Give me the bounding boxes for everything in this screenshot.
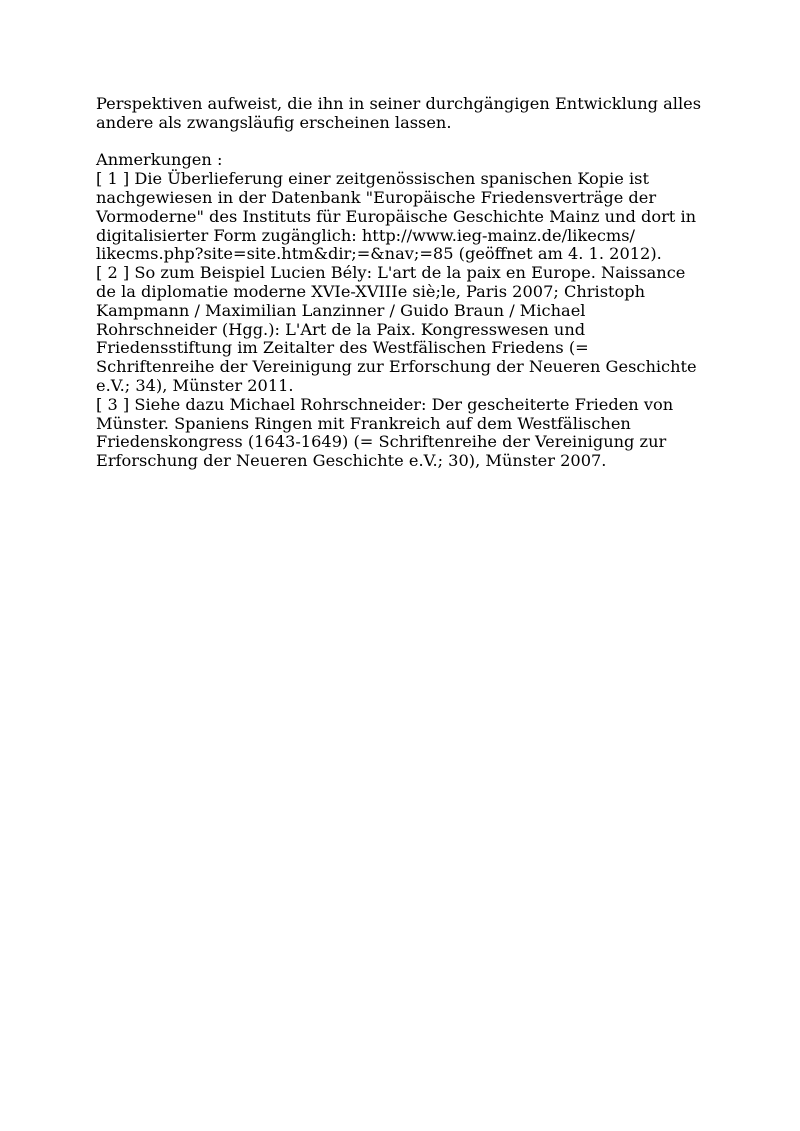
footnote-line: Schriftenreihe der Vereinigung zur Erforschung der Neueren Geschichte [96,357,697,377]
intro-paragraph [96,95,716,133]
footnote-line: Friedensstiftung im Zeitalter des Westfälischen Friedens (= [96,338,589,358]
notes-section [96,151,716,471]
footnote-line: [ 1 ] Die Überlieferung einer zeitgenössischen spanischen Kopie ist [96,169,649,189]
document-page [96,95,716,471]
footnote-line: Erforschung der Neueren Geschichte e.V.; 30), Münster 2007. [96,451,607,471]
footnote-line: Rohrschneider (Hgg.): L'Art de la Paix. Kongresswesen und [96,319,586,339]
notes-heading: Anmerkungen : [96,150,223,170]
footnote-line: Münster. Spaniens Ringen mit Frankreich auf dem Westfälischen [96,413,631,433]
paragraph-gap [96,133,716,152]
footnote-line: [ 2 ] So zum Beispiel Lucien Bély: L'art de la paix en Europe. Naissance [96,263,686,283]
footnote-2 [96,264,716,396]
footnote-line: Vormoderne" des Instituts für Europäische Geschichte Mainz und dort in [96,206,697,226]
footnote-line: nachgewiesen in der Datenbank "Europäische Friedensverträge der [96,187,657,207]
footnote-line: [ 3 ] Siehe dazu Michael Rohrschneider: Der gescheiterte Frieden von [96,394,674,414]
footnote-line: likecms.php?site=site.htm&dir;=&nav;=85 (geöffnet am 4. 1. 2012). [96,244,662,264]
footnote-line: de la diplomatie moderne XVIe-XVIIIe siè;le, Paris 2007; Christoph [96,281,646,301]
footnote-line: Friedenskongress (1643-1649) (= Schriftenreihe der Vereinigung zur [96,432,667,452]
footnote-line: digitalisierter Form zugänglich: http://www.ieg-mainz.de/likecms/ [96,225,636,245]
text-line: andere als zwangsläufig erscheinen lassen. [96,112,452,132]
footnote-line: e.V.; 34), Münster 2011. [96,375,294,395]
footnote-3 [96,396,716,471]
footnote-line: Kampmann / Maximilian Lanzinner / Guido Braun / Michael [96,300,586,320]
text-line: Perspektiven aufweist, die ihn in seiner durchgängigen Entwicklung alles [96,94,702,113]
footnote-1 [96,170,716,264]
